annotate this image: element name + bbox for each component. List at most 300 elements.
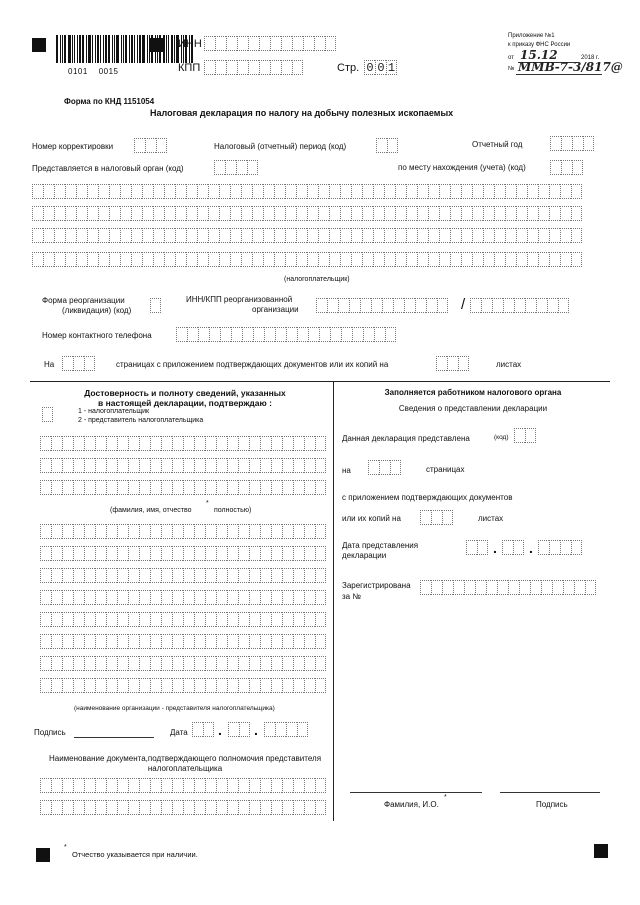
input-cell[interactable] — [205, 436, 216, 451]
input-cell[interactable] — [260, 480, 271, 495]
input-cell[interactable] — [62, 590, 73, 605]
input-cell[interactable] — [84, 356, 95, 371]
input-cell[interactable] — [73, 656, 84, 671]
input-cell[interactable] — [183, 678, 194, 693]
input-cell[interactable] — [293, 436, 304, 451]
input-cell[interactable] — [73, 356, 84, 371]
input-cell[interactable] — [502, 540, 513, 555]
input-cell[interactable] — [571, 184, 582, 199]
input-cell[interactable] — [87, 184, 98, 199]
input-cell[interactable] — [384, 252, 395, 267]
input-cell[interactable] — [492, 298, 503, 313]
input-cell[interactable] — [315, 458, 326, 473]
input-cell[interactable] — [238, 612, 249, 627]
input-cell[interactable] — [549, 184, 560, 199]
input-cell[interactable] — [293, 678, 304, 693]
input-cell[interactable] — [238, 568, 249, 583]
input-cell[interactable] — [304, 436, 315, 451]
input-cell[interactable] — [428, 206, 439, 221]
input-cell[interactable] — [260, 436, 271, 451]
input-cell[interactable] — [150, 546, 161, 561]
input-cell[interactable] — [205, 568, 216, 583]
input-cell[interactable] — [238, 480, 249, 495]
input-cell[interactable] — [395, 252, 406, 267]
input-cell[interactable] — [252, 228, 263, 243]
org-row[interactable] — [40, 524, 326, 539]
input-cell[interactable] — [285, 228, 296, 243]
input-cell[interactable] — [65, 206, 76, 221]
input-cell[interactable] — [508, 580, 519, 595]
input-cell[interactable] — [209, 327, 220, 342]
input-cell[interactable] — [379, 460, 390, 475]
input-cell[interactable] — [249, 590, 260, 605]
input-cell[interactable] — [120, 228, 131, 243]
input-cell[interactable] — [285, 184, 296, 199]
input-cell[interactable] — [472, 184, 483, 199]
input-cell[interactable] — [172, 800, 183, 815]
input-cell[interactable] — [194, 634, 205, 649]
input-cell[interactable] — [205, 590, 216, 605]
input-cell[interactable] — [494, 252, 505, 267]
input-cell[interactable] — [373, 206, 384, 221]
input-cell[interactable] — [128, 546, 139, 561]
input-cell[interactable] — [271, 436, 282, 451]
input-cell[interactable] — [249, 568, 260, 583]
input-cell[interactable] — [73, 800, 84, 815]
input-cell[interactable] — [51, 778, 62, 793]
input-cell[interactable] — [516, 228, 527, 243]
input-cell[interactable] — [192, 722, 203, 737]
input-cell[interactable] — [242, 327, 253, 342]
input-cell[interactable] — [216, 436, 227, 451]
input-cell[interactable] — [219, 252, 230, 267]
input-cell[interactable] — [304, 568, 315, 583]
input-cell[interactable] — [65, 184, 76, 199]
input-cell[interactable] — [362, 184, 373, 199]
input-cell[interactable] — [282, 800, 293, 815]
input-cell[interactable] — [282, 436, 293, 451]
input-cell[interactable] — [95, 458, 106, 473]
input-cell[interactable] — [285, 206, 296, 221]
input-cell[interactable] — [303, 36, 314, 51]
input-cell[interactable] — [271, 612, 282, 627]
input-cell[interactable] — [293, 480, 304, 495]
input-cell[interactable] — [571, 252, 582, 267]
input-cell[interactable] — [150, 298, 161, 313]
input-cell[interactable] — [183, 656, 194, 671]
input-cell[interactable] — [293, 634, 304, 649]
input-cell[interactable] — [227, 436, 238, 451]
input-cell[interactable] — [208, 252, 219, 267]
input-cell[interactable] — [95, 590, 106, 605]
org-row[interactable] — [40, 546, 326, 561]
input-cell[interactable] — [293, 568, 304, 583]
input-cell[interactable] — [194, 656, 205, 671]
input-cell[interactable] — [260, 568, 271, 583]
input-cell[interactable] — [194, 800, 205, 815]
input-cell[interactable] — [450, 228, 461, 243]
input-cell[interactable] — [293, 546, 304, 561]
input-cell[interactable] — [420, 580, 431, 595]
input-cell[interactable] — [481, 298, 492, 313]
input-cell[interactable] — [164, 184, 175, 199]
input-cell[interactable] — [183, 634, 194, 649]
input-cell[interactable] — [237, 36, 248, 51]
input-cell[interactable] — [249, 656, 260, 671]
input-cell[interactable] — [84, 568, 95, 583]
input-cell[interactable] — [197, 206, 208, 221]
input-cell[interactable] — [95, 778, 106, 793]
input-cell[interactable] — [560, 184, 571, 199]
input-cell[interactable] — [585, 580, 596, 595]
phone-field[interactable] — [176, 327, 396, 342]
input-cell[interactable] — [249, 800, 260, 815]
input-cell[interactable] — [249, 612, 260, 627]
input-cell[interactable] — [40, 656, 51, 671]
input-cell[interactable] — [340, 184, 351, 199]
input-cell[interactable] — [549, 540, 560, 555]
input-cell[interactable] — [373, 252, 384, 267]
input-cell[interactable] — [128, 612, 139, 627]
input-cell[interactable] — [204, 60, 215, 75]
input-cell[interactable] — [226, 60, 237, 75]
input-cell[interactable] — [198, 327, 209, 342]
input-cell[interactable] — [139, 568, 150, 583]
input-cell[interactable] — [259, 60, 270, 75]
input-cell[interactable] — [214, 160, 225, 175]
input-cell[interactable] — [426, 298, 437, 313]
input-cell[interactable] — [376, 138, 387, 153]
input-cell[interactable] — [95, 678, 106, 693]
signature-line[interactable] — [500, 792, 600, 793]
input-cell[interactable] — [145, 138, 156, 153]
input-cell[interactable] — [327, 298, 338, 313]
input-cell[interactable] — [260, 778, 271, 793]
input-cell[interactable] — [505, 184, 516, 199]
input-cell[interactable] — [304, 546, 315, 561]
input-cell[interactable] — [494, 184, 505, 199]
input-cell[interactable] — [384, 228, 395, 243]
doc-row[interactable] — [40, 800, 326, 815]
input-cell[interactable] — [271, 546, 282, 561]
input-cell[interactable] — [247, 160, 258, 175]
input-cell[interactable] — [73, 546, 84, 561]
input-cell[interactable] — [260, 458, 271, 473]
input-cell[interactable] — [98, 184, 109, 199]
org-row[interactable] — [40, 590, 326, 605]
input-cell[interactable] — [128, 436, 139, 451]
input-cell[interactable] — [519, 580, 530, 595]
input-cell[interactable] — [62, 634, 73, 649]
input-cell[interactable] — [194, 778, 205, 793]
input-cell[interactable] — [216, 634, 227, 649]
submit-day[interactable] — [466, 540, 488, 555]
input-cell[interactable] — [281, 36, 292, 51]
input-cell[interactable] — [95, 634, 106, 649]
input-cell[interactable] — [475, 580, 486, 595]
input-cell[interactable] — [106, 458, 117, 473]
input-cell[interactable] — [561, 160, 572, 175]
input-cell[interactable] — [461, 184, 472, 199]
input-cell[interactable] — [117, 590, 128, 605]
input-cell[interactable] — [131, 252, 142, 267]
input-cell[interactable] — [552, 580, 563, 595]
input-cell[interactable] — [538, 228, 549, 243]
input-cell[interactable] — [95, 546, 106, 561]
input-cell[interactable] — [439, 252, 450, 267]
input-cell[interactable] — [286, 327, 297, 342]
input-cell[interactable] — [525, 428, 536, 443]
input-cell[interactable] — [516, 206, 527, 221]
input-cell[interactable] — [483, 184, 494, 199]
input-cell[interactable] — [282, 524, 293, 539]
input-cell[interactable] — [62, 546, 73, 561]
input-cell[interactable] — [238, 458, 249, 473]
input-cell[interactable] — [215, 60, 226, 75]
input-cell[interactable] — [550, 160, 561, 175]
input-cell[interactable] — [62, 656, 73, 671]
input-cell[interactable] — [384, 184, 395, 199]
input-cell[interactable] — [253, 327, 264, 342]
input-cell[interactable] — [51, 634, 62, 649]
input-cell[interactable] — [117, 800, 128, 815]
input-cell[interactable] — [128, 656, 139, 671]
input-cell[interactable] — [117, 778, 128, 793]
input-cell[interactable] — [249, 678, 260, 693]
input-cell[interactable] — [175, 206, 186, 221]
input-cell[interactable] — [274, 252, 285, 267]
input-cell[interactable] — [76, 184, 87, 199]
input-cell[interactable] — [172, 612, 183, 627]
input-cell[interactable] — [95, 612, 106, 627]
input-cell[interactable] — [263, 206, 274, 221]
input-cell[interactable] — [458, 356, 469, 371]
input-cell[interactable] — [183, 546, 194, 561]
input-cell[interactable] — [464, 580, 475, 595]
input-cell[interactable] — [271, 524, 282, 539]
input-cell[interactable] — [40, 634, 51, 649]
input-cell[interactable] — [373, 184, 384, 199]
input-cell[interactable] — [461, 228, 472, 243]
input-cell[interactable] — [225, 160, 236, 175]
input-cell[interactable] — [252, 206, 263, 221]
input-cell[interactable] — [54, 184, 65, 199]
input-cell[interactable] — [315, 678, 326, 693]
input-cell[interactable] — [238, 778, 249, 793]
input-cell[interactable] — [514, 428, 525, 443]
input-cell[interactable] — [73, 590, 84, 605]
input-cell[interactable] — [428, 252, 439, 267]
input-cell[interactable] — [172, 480, 183, 495]
input-cell[interactable] — [248, 36, 259, 51]
input-cell[interactable] — [406, 184, 417, 199]
input-cell[interactable] — [550, 136, 561, 151]
input-cell[interactable] — [139, 634, 150, 649]
input-cell[interactable] — [571, 206, 582, 221]
input-cell[interactable] — [292, 36, 303, 51]
input-cell[interactable] — [161, 678, 172, 693]
input-cell[interactable] — [315, 524, 326, 539]
input-cell[interactable] — [472, 228, 483, 243]
reorg-kpp-field[interactable] — [470, 298, 569, 313]
input-cell[interactable] — [142, 184, 153, 199]
input-cell[interactable] — [40, 436, 51, 451]
input-cell[interactable] — [363, 327, 374, 342]
input-cell[interactable] — [374, 327, 385, 342]
input-cell[interactable] — [128, 778, 139, 793]
reorg-form-field[interactable] — [150, 298, 161, 313]
input-cell[interactable] — [442, 580, 453, 595]
input-cell[interactable] — [106, 800, 117, 815]
input-cell[interactable] — [572, 136, 583, 151]
input-cell[interactable] — [219, 184, 230, 199]
input-cell[interactable] — [260, 800, 271, 815]
input-cell[interactable] — [32, 252, 43, 267]
input-cell[interactable] — [447, 356, 458, 371]
input-cell[interactable] — [483, 228, 494, 243]
kpp-field[interactable] — [204, 60, 303, 75]
input-cell[interactable] — [415, 298, 426, 313]
input-cell[interactable] — [505, 228, 516, 243]
input-cell[interactable] — [131, 206, 142, 221]
input-cell[interactable] — [117, 524, 128, 539]
input-cell[interactable] — [572, 160, 583, 175]
input-cell[interactable] — [183, 436, 194, 451]
input-cell[interactable] — [161, 436, 172, 451]
input-cell[interactable] — [304, 612, 315, 627]
input-cell[interactable] — [84, 590, 95, 605]
input-cell[interactable] — [439, 228, 450, 243]
input-cell[interactable] — [514, 298, 525, 313]
input-cell[interactable] — [428, 228, 439, 243]
input-cell[interactable] — [205, 524, 216, 539]
input-cell[interactable] — [216, 458, 227, 473]
input-cell[interactable] — [249, 778, 260, 793]
input-cell[interactable] — [142, 206, 153, 221]
input-cell[interactable] — [315, 778, 326, 793]
input-cell[interactable] — [106, 546, 117, 561]
input-cell[interactable] — [264, 327, 275, 342]
input-cell[interactable] — [241, 184, 252, 199]
input-cell[interactable] — [382, 298, 393, 313]
input-cell[interactable] — [106, 634, 117, 649]
input-cell[interactable] — [176, 327, 187, 342]
input-cell[interactable] — [84, 678, 95, 693]
input-cell[interactable] — [461, 206, 472, 221]
input-cell[interactable] — [395, 228, 406, 243]
input-cell[interactable] — [161, 480, 172, 495]
correction-field[interactable] — [134, 138, 167, 153]
input-cell[interactable] — [194, 612, 205, 627]
input-cell[interactable] — [65, 228, 76, 243]
input-cell[interactable] — [197, 252, 208, 267]
input-cell[interactable] — [142, 252, 153, 267]
input-cell[interactable] — [40, 778, 51, 793]
year-field[interactable] — [550, 136, 594, 151]
input-cell[interactable] — [530, 580, 541, 595]
input-cell[interactable] — [117, 656, 128, 671]
input-cell[interactable] — [51, 436, 62, 451]
input-cell[interactable] — [527, 184, 538, 199]
input-cell[interactable] — [472, 252, 483, 267]
input-cell[interactable] — [307, 184, 318, 199]
input-cell[interactable] — [175, 228, 186, 243]
input-cell[interactable] — [340, 206, 351, 221]
reg-number-field[interactable] — [420, 580, 596, 595]
input-cell[interactable] — [282, 634, 293, 649]
input-cell[interactable] — [161, 634, 172, 649]
input-cell[interactable] — [395, 184, 406, 199]
input-cell[interactable] — [292, 60, 303, 75]
input-cell[interactable] — [390, 460, 401, 475]
page-number-field[interactable] — [364, 60, 397, 75]
input-cell[interactable] — [153, 184, 164, 199]
input-cell[interactable] — [472, 206, 483, 221]
input-cell[interactable] — [296, 228, 307, 243]
input-cell[interactable] — [248, 60, 259, 75]
input-cell[interactable] — [54, 252, 65, 267]
input-cell[interactable] — [156, 138, 167, 153]
input-cell[interactable] — [194, 568, 205, 583]
input-cell[interactable] — [536, 298, 547, 313]
input-cell[interactable] — [73, 436, 84, 451]
input-cell[interactable] — [318, 184, 329, 199]
input-cell[interactable] — [237, 60, 248, 75]
input-cell[interactable] — [216, 524, 227, 539]
input-cell[interactable] — [194, 524, 205, 539]
input-cell[interactable] — [362, 228, 373, 243]
input-cell[interactable] — [297, 722, 308, 737]
input-cell[interactable] — [304, 458, 315, 473]
input-cell[interactable] — [161, 800, 172, 815]
input-cell[interactable] — [40, 590, 51, 605]
input-cell[interactable] — [293, 778, 304, 793]
input-cell[interactable] — [73, 458, 84, 473]
input-cell[interactable] — [161, 524, 172, 539]
input-cell[interactable] — [216, 612, 227, 627]
input-cell[interactable] — [87, 252, 98, 267]
input-cell[interactable] — [325, 36, 336, 51]
input-cell[interactable] — [128, 590, 139, 605]
input-cell[interactable] — [98, 228, 109, 243]
input-cell[interactable] — [286, 722, 297, 737]
input-cell[interactable] — [139, 436, 150, 451]
input-cell[interactable] — [417, 228, 428, 243]
input-cell[interactable] — [561, 136, 572, 151]
input-cell[interactable] — [227, 612, 238, 627]
tax-organ-field[interactable] — [214, 160, 258, 175]
input-cell[interactable] — [420, 510, 431, 525]
input-cell[interactable] — [260, 678, 271, 693]
input-cell[interactable] — [150, 568, 161, 583]
input-cell[interactable] — [98, 206, 109, 221]
input-cell[interactable] — [293, 656, 304, 671]
input-cell[interactable] — [307, 228, 318, 243]
input-cell[interactable] — [417, 184, 428, 199]
org-row[interactable] — [40, 634, 326, 649]
input-cell[interactable] — [282, 568, 293, 583]
input-cell[interactable] — [360, 298, 371, 313]
input-cell[interactable] — [106, 480, 117, 495]
input-cell[interactable] — [161, 656, 172, 671]
doc-row[interactable] — [40, 778, 326, 793]
input-cell[interactable] — [439, 184, 450, 199]
input-cell[interactable] — [62, 356, 73, 371]
input-cell[interactable] — [194, 436, 205, 451]
input-cell[interactable] — [494, 206, 505, 221]
input-cell[interactable] — [319, 327, 330, 342]
input-cell[interactable] — [150, 524, 161, 539]
